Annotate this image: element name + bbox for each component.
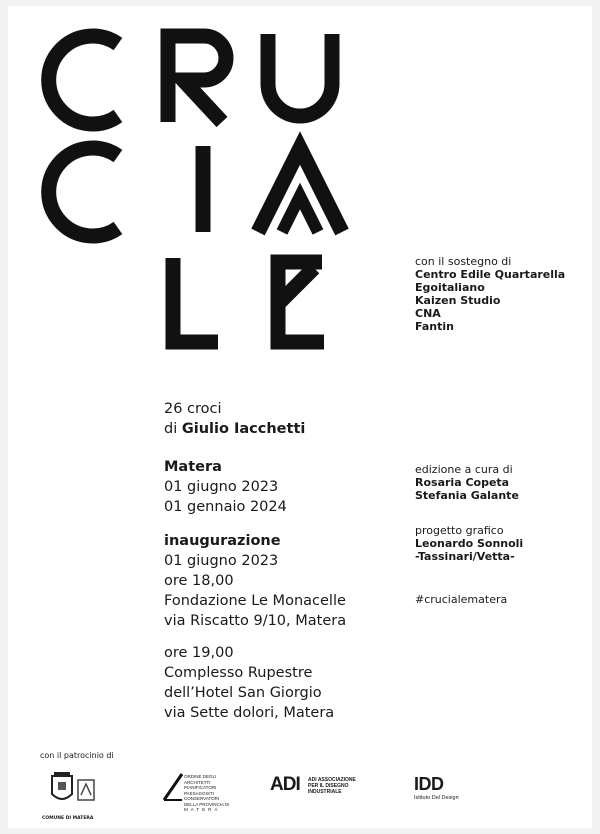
title-letter-u bbox=[268, 34, 332, 116]
opening-address1: via Riscatto 9/10, Matera bbox=[164, 613, 347, 629]
date-start: 01 giugno 2023 bbox=[164, 479, 279, 495]
dates-block bbox=[164, 457, 287, 517]
work-artist-line bbox=[164, 419, 305, 439]
opening-venue2-line1: Complesso Rupestre bbox=[164, 665, 313, 681]
work-count: 26 croci bbox=[164, 401, 222, 417]
editor-name: Rosaria Copeta bbox=[415, 476, 510, 489]
sponsor-name: Centro Edile Quartarella bbox=[415, 268, 566, 281]
opening-venue2-line2: dell’Hotel San Giorgio bbox=[164, 685, 322, 701]
architect-mark-icon bbox=[162, 772, 184, 802]
opening-time2: ore 19,00 bbox=[164, 645, 234, 661]
sponsor-name: Fantin bbox=[415, 320, 454, 333]
title-letter-a-bar bbox=[282, 196, 318, 232]
title-letter-e bbox=[278, 262, 324, 342]
designer-name: Leonardo Sonnoli bbox=[415, 537, 524, 550]
work-by: di bbox=[164, 421, 178, 437]
design-credits bbox=[415, 524, 523, 563]
title-crucialE bbox=[8, 6, 408, 366]
sponsor-name: Egoitaliano bbox=[415, 281, 485, 294]
coat-of-arms-icon bbox=[42, 770, 100, 810]
idd-mark: IDD bbox=[414, 774, 444, 794]
designer-name: -Tassinari/Vetta- bbox=[415, 550, 515, 563]
sponsor-name: Kaizen Studio bbox=[415, 294, 501, 307]
opening-time1: ore 18,00 bbox=[164, 573, 234, 589]
sponsors-intro: con il sostegno di bbox=[415, 255, 512, 268]
ordine-text: ORDINE DEGLI ARCHITETTI PIANIFICATORI PAESAGGISTI CONSERVATORI DELLA PROVINCIA DI MATERA bbox=[184, 774, 230, 812]
opening-address2: via Sette dolori, Matera bbox=[164, 705, 335, 721]
adi-text: ADI ASSOCIAZIONE PER IL DISEGNO INDUSTRIALE bbox=[308, 777, 356, 795]
city: Matera bbox=[164, 459, 222, 475]
opening-date: 01 giugno 2023 bbox=[164, 553, 279, 569]
title-letter-l bbox=[173, 258, 218, 342]
edition-label: edizione a cura di bbox=[415, 463, 513, 476]
idd-logo bbox=[414, 774, 484, 808]
patronage-label: con il patrocinio di bbox=[40, 751, 114, 760]
date-end: 01 gennaio 2024 bbox=[164, 499, 287, 515]
edition-credits bbox=[415, 463, 519, 502]
artist-name: Giulio Iacchetti bbox=[181, 421, 306, 437]
comune-matera-logo bbox=[42, 770, 100, 822]
hashtag: #crucialematera bbox=[415, 593, 508, 606]
title-letter-r bbox=[168, 36, 226, 122]
idd-text: Istituto Del Design bbox=[414, 795, 459, 801]
title-letter-c1 bbox=[49, 36, 118, 124]
sponsors-block bbox=[415, 255, 565, 333]
poster bbox=[8, 6, 592, 828]
editor-name: Stefania Galante bbox=[415, 489, 519, 502]
design-label: progetto grafico bbox=[415, 524, 504, 537]
adi-mark: ADI bbox=[270, 774, 300, 795]
work-block bbox=[164, 399, 305, 439]
ordine-architetti-logo bbox=[162, 772, 242, 822]
opening-heading: inaugurazione bbox=[164, 533, 281, 549]
adi-logo bbox=[270, 774, 380, 804]
opening-venue1: Fondazione Le Monacelle bbox=[164, 593, 346, 609]
opening-block bbox=[164, 531, 346, 723]
sponsor-name: CNA bbox=[415, 307, 441, 320]
title-letter-c2 bbox=[49, 148, 118, 236]
comune-label: COMUNE DI MATERA bbox=[42, 816, 94, 821]
